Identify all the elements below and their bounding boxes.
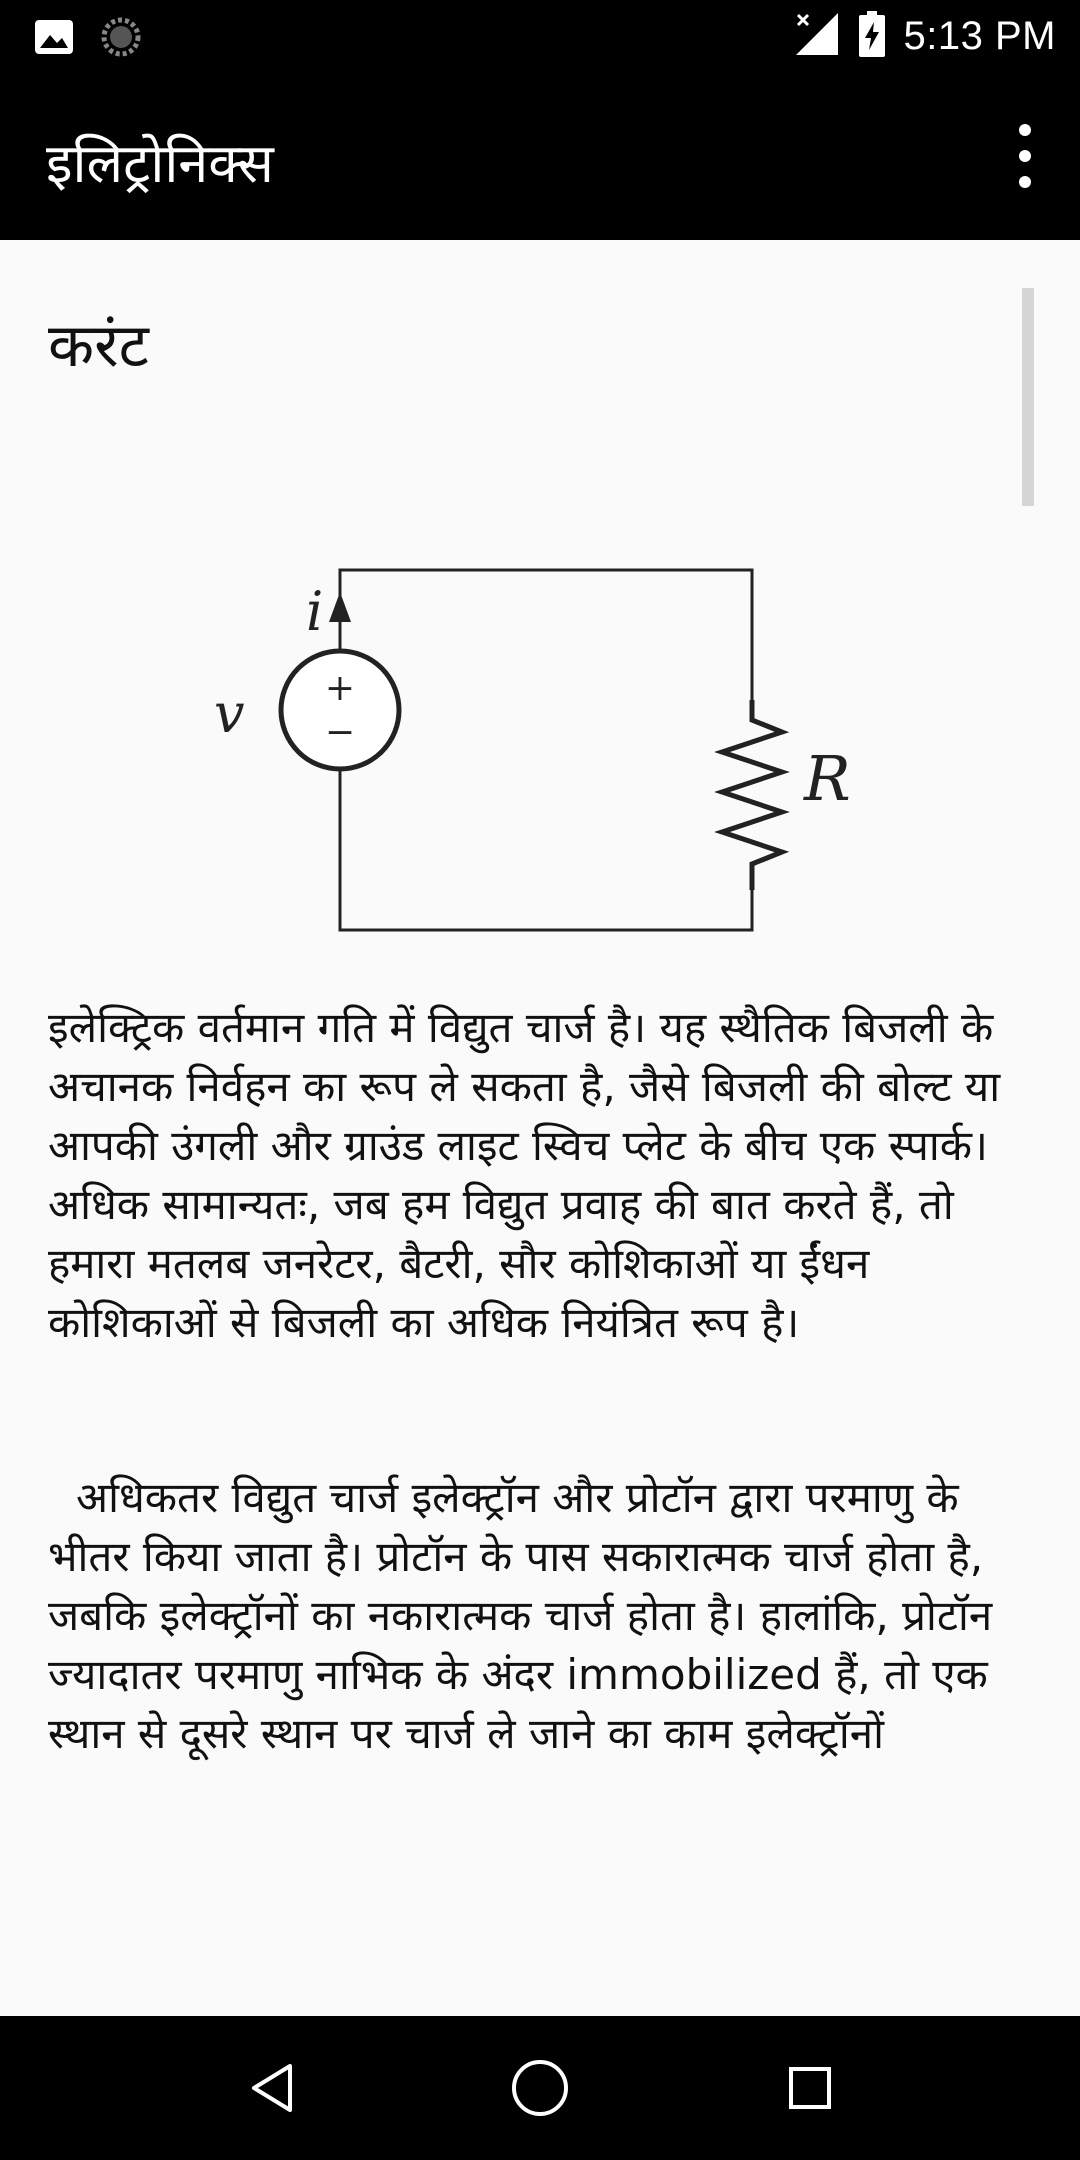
- scrollbar-thumb[interactable]: [1022, 288, 1034, 506]
- current-arrow-icon: [329, 592, 351, 622]
- home-icon: [510, 2058, 570, 2118]
- overflow-menu-dot: [1019, 176, 1031, 188]
- overflow-menu-icon: [1019, 124, 1031, 136]
- current-label: i: [306, 580, 324, 643]
- circuit-diagram: [200, 520, 880, 960]
- recents-button[interactable]: [774, 2052, 846, 2124]
- plus-sign: +: [324, 668, 356, 709]
- battery-charging-icon: [858, 10, 886, 62]
- status-time: 5:13 PM: [903, 13, 1056, 58]
- home-button[interactable]: [504, 2052, 576, 2124]
- app-title: इलिट्रोनिक्स: [46, 132, 274, 195]
- recents-icon: [788, 2066, 832, 2110]
- circuit-wire: [340, 570, 752, 700]
- paragraph-1: इलेक्ट्रिक वर्तमान गति में विद्युत चार्ज है। यह स्थैतिक बिजली के अचानक निर्वहन का रूप ले सकता है, जैसे बिजली की बोल्ट या आपकी उंगली और ग्राउंड लाइट स्विच प्लेट के बीच एक स्पार्क। अधिक सामान्यतः, जब हम विद्युत प्रवाह की बात करते हैं, तो हमारा मतलब जनरेटर, बैटरी, सौर कोशिकाओं या ईंधन कोशिकाओं से बिजली का अधिक नियंत्रित रूप है।: [48, 1003, 1001, 1347]
- signal-no-data-icon: [794, 11, 840, 61]
- voltage-label: v: [214, 682, 245, 745]
- overflow-menu-dot: [1019, 150, 1031, 162]
- paragraph-2: अधिकतर विद्युत चार्ज इलेक्ट्रॉन और प्रोटॉन द्वारा परमाणु के भीतर किया जाता है। प्रोटॉन के पास सकारात्मक चार्ज होता है, जबकि इलेक्ट्रॉनों का नकारात्मक चार्ज होता है। हालांकि, प्रोटॉन ज्यादातर परमाणु नाभिक के अंदर immobilized हैं, तो एक स्थान से दूसरे स्थान पर चार्ज ले जाने का काम इलेक्ट्रॉनों: [48, 1473, 993, 1758]
- overflow-menu-button[interactable]: [1010, 124, 1040, 188]
- app-bar: [0, 72, 1080, 240]
- minus-sign: −: [324, 712, 356, 753]
- resistor-icon: [722, 700, 782, 890]
- status-bar: [0, 0, 1080, 72]
- back-icon: [248, 2062, 296, 2114]
- circuit-wire: [340, 770, 752, 930]
- loading-spinner-icon: [100, 16, 142, 62]
- image-icon: [34, 19, 74, 59]
- status-right: [794, 10, 1056, 62]
- resistor-label: R: [804, 742, 851, 815]
- navigation-bar: [0, 2016, 1080, 2160]
- back-button[interactable]: [236, 2052, 308, 2124]
- status-left: [34, 16, 142, 62]
- article-content[interactable]: [0, 240, 1080, 2016]
- page-title: करंट: [48, 311, 149, 381]
